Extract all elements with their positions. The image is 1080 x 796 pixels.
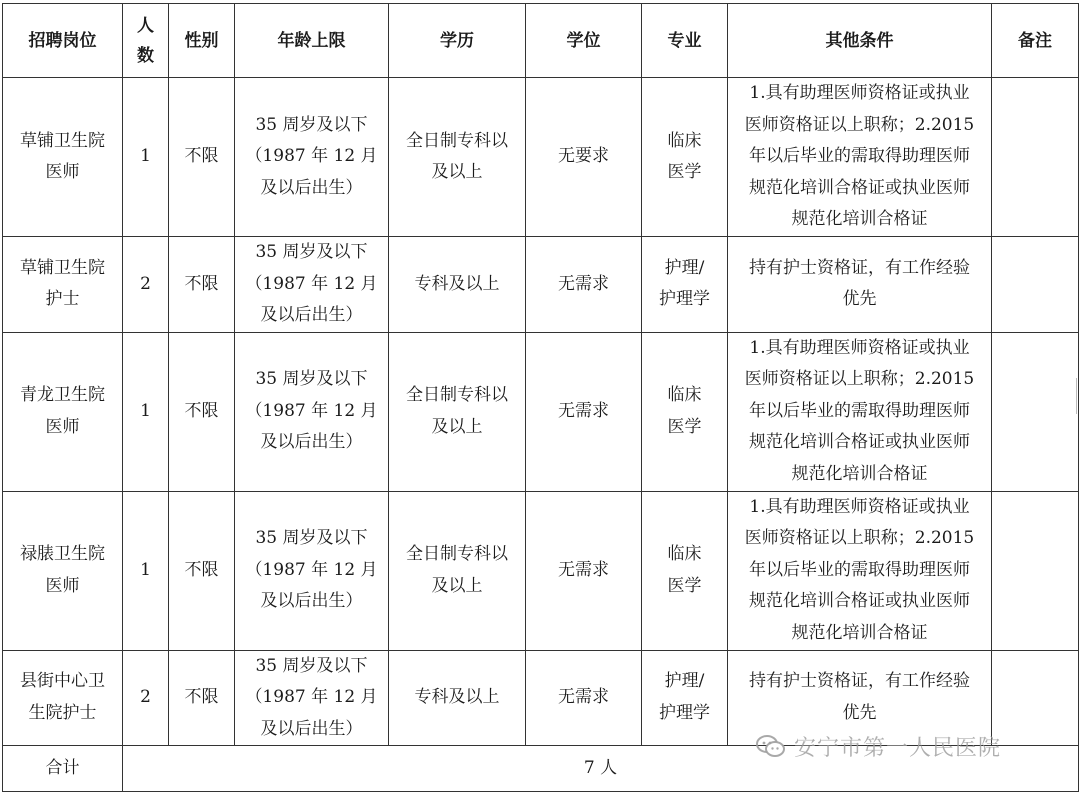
header-education: 学历 [389,4,526,78]
cell-education: 全日制专科以 及以上 [389,78,526,237]
cell-remark [992,491,1079,650]
total-label: 合计 [3,746,123,792]
header-major: 专业 [642,4,728,78]
cell-degree: 无需求 [526,237,642,333]
table-row [3,237,1079,333]
cell-other: 1.具有助理医师资格证或执业 医师资格证以上职称；2.2015 年以后毕业的需取得助理医师 规范化培训合格证或执业医师 规范化培训合格证 [728,491,992,650]
cell-post: 禄脿卫生院 医师 [3,491,123,650]
cell-remark [992,332,1079,491]
cell-count: 2 [123,650,169,746]
table-row [3,491,1079,650]
recruitment-table [2,3,1079,792]
cell-major: 护理/ 护理学 [642,237,728,333]
cell-gender: 不限 [169,491,235,650]
cell-gender: 不限 [169,332,235,491]
watermark [756,731,1001,762]
cell-count: 1 [123,78,169,237]
cell-other: 持有护士资格证，有工作经验 优先 [728,237,992,333]
cell-age: 35 周岁及以下 （1987 年 12 月 及以后出生） [235,237,389,333]
cell-age: 35 周岁及以下 （1987 年 12 月 及以后出生） [235,78,389,237]
cell-remark [992,650,1079,746]
cell-gender: 不限 [169,650,235,746]
cell-degree: 无需求 [526,332,642,491]
cell-post: 草铺卫生院 医师 [3,78,123,237]
header-gender: 性别 [169,4,235,78]
cell-major: 临床 医学 [642,491,728,650]
cell-other: 1.具有助理医师资格证或执业 医师资格证以上职称；2.2015 年以后毕业的需取得助理医师 规范化培训合格证或执业医师 规范化培训合格证 [728,78,992,237]
cell-gender: 不限 [169,237,235,333]
cell-age: 35 周岁及以下 （1987 年 12 月 及以后出生） [235,332,389,491]
cell-remark [992,78,1079,237]
cell-major: 临床 医学 [642,78,728,237]
cell-count: 2 [123,237,169,333]
table-row [3,78,1079,237]
scroll-indicator [1076,378,1080,414]
cell-major: 护理/ 护理学 [642,650,728,746]
watermark-text: 安宁市第一人民医院 [794,736,1002,761]
cell-count: 1 [123,332,169,491]
cell-education: 全日制专科以 及以上 [389,332,526,491]
cell-count: 1 [123,491,169,650]
cell-degree: 无需求 [526,650,642,746]
cell-other: 持有护士资格证，有工作经验 优先 [728,650,992,746]
cell-age: 35 周岁及以下 （1987 年 12 月 及以后出生） [235,650,389,746]
cell-age: 35 周岁及以下 （1987 年 12 月 及以后出生） [235,491,389,650]
cell-other: 1.具有助理医师资格证或执业 医师资格证以上职称；2.2015 年以后毕业的需取得助理医师 规范化培训合格证或执业医师 规范化培训合格证 [728,332,992,491]
header-degree: 学位 [526,4,642,78]
cell-post: 青龙卫生院 医师 [3,332,123,491]
header-count: 人 数 [123,4,169,78]
cell-remark [992,237,1079,333]
cell-post: 草铺卫生院 护士 [3,237,123,333]
cell-education: 专科及以上 [389,650,526,746]
header-remark: 备注 [992,4,1079,78]
cell-gender: 不限 [169,78,235,237]
table-row [3,332,1079,491]
cell-education: 专科及以上 [389,237,526,333]
header-other: 其他条件 [728,4,992,78]
header-post: 招聘岗位 [3,4,123,78]
header-age: 年龄上限 [235,4,389,78]
cell-major: 临床 医学 [642,332,728,491]
wechat-icon [756,734,786,760]
total-value: 7 人 [123,746,1079,792]
cell-degree: 无需求 [526,491,642,650]
cell-education: 全日制专科以 及以上 [389,491,526,650]
cell-post: 县街中心卫 生院护士 [3,650,123,746]
header-row [3,4,1079,78]
cell-degree: 无要求 [526,78,642,237]
